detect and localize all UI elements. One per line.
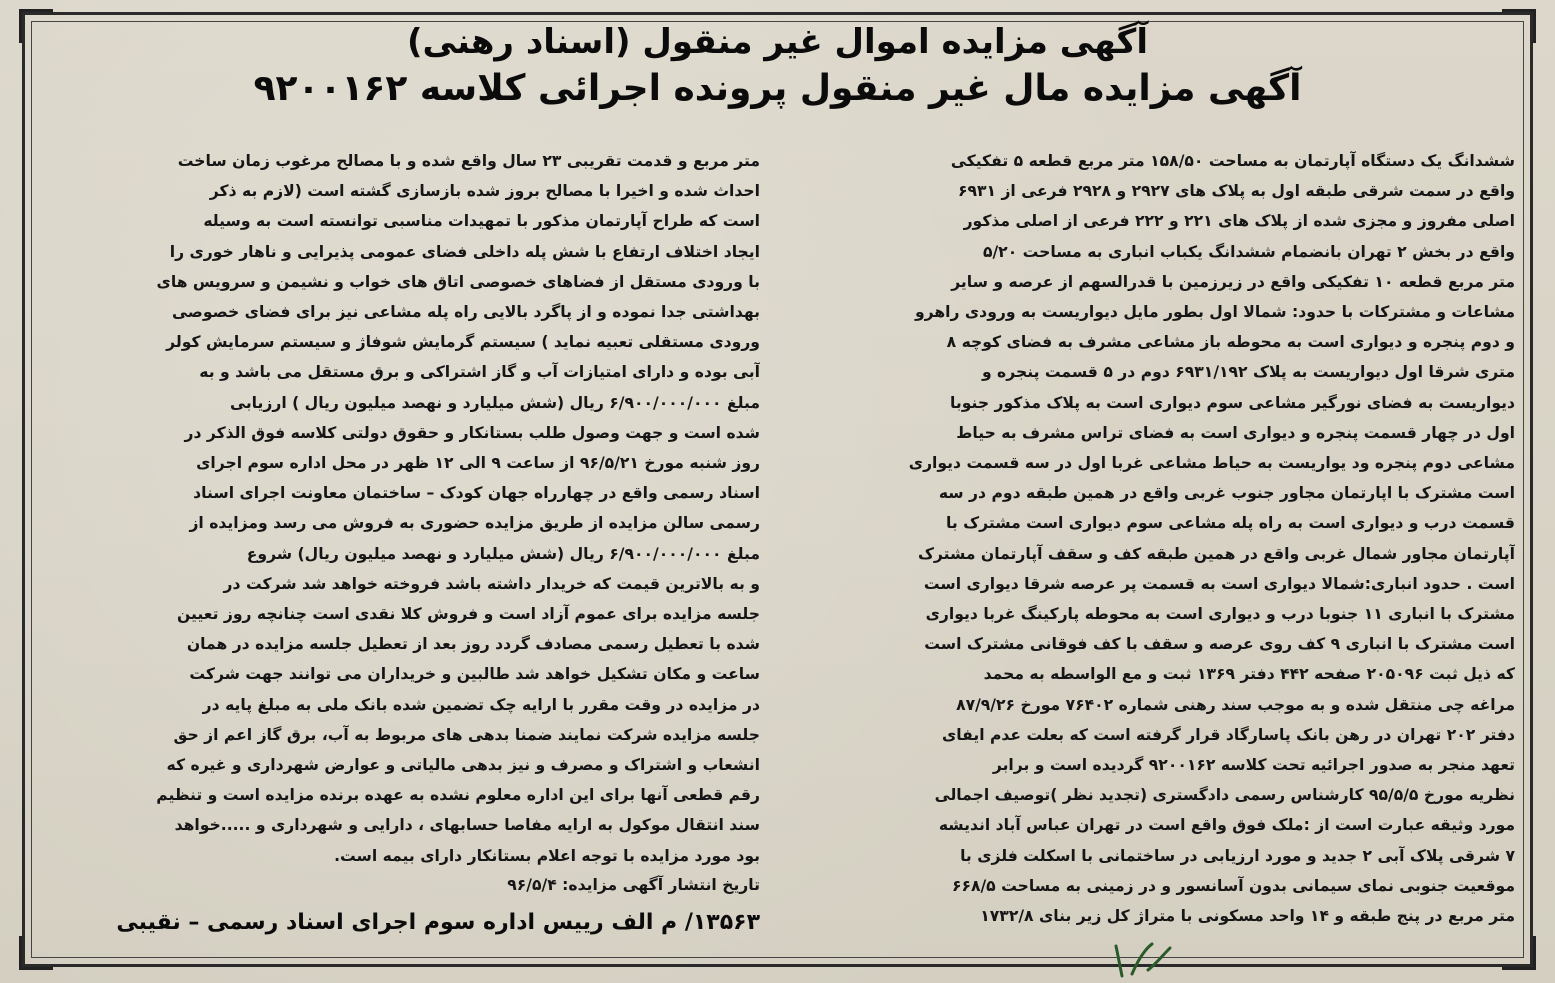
ad-title-secondary: آگهی مزایده مال غیر منقول پرونده اجرائی کلاسه ۹۲۰۰۱۶۲ <box>253 68 1302 109</box>
right-column-line: مشاعات و مشترکات با حدود: شمالا اول بطور مایل دیواریست به ورودی راهرو <box>914 303 1515 322</box>
signature-line: ۱۳۵۶۳/ م الف رییس اداره سوم اجرای اسناد رسمی – نقیبی <box>116 910 760 935</box>
left-column-line: مبلغ ۶/۹۰۰/۰۰۰/۰۰۰ ریال (شش میلیارد و نهصد میلیون ریال ) ارزیابی <box>230 393 760 412</box>
left-column-line: ورودی مستقلی تعبیه نماید ) سیستم گرمایش شوفاژ و سیستم سرمایش کولر <box>166 333 760 352</box>
right-column-line: تعهد منجر به صدور اجرائیه تحت کلاسه ۹۲۰۰۱۶۲ گردیده است و برابر <box>992 756 1515 775</box>
left-column-line: رسمی سالن مزایده از طریق مزایده حضوری به فروش می رسد ومزایده از <box>189 514 760 533</box>
right-column-line: اول در چهار قسمت پنجره و دیواری است به فضای تراس مشرف به حیاط <box>956 423 1515 442</box>
right-column-line: متر مربع در پنج طبقه و ۱۴ واحد مسکونی با متراژ کل زیر بنای ۱۷۳۲/۸ <box>980 907 1515 926</box>
corner-ornament-top-left <box>19 9 53 43</box>
left-column-line: شده است و جهت وصول طلب بستانکار و حقوق دولتی کلاسه فوق الذکر در <box>184 423 760 442</box>
right-column-line: اصلی مفروز و مجزی شده از پلاک های ۲۲۱ و ۲۲۲ فرعی از اصلی مذکور <box>963 212 1515 231</box>
right-column-line: دیواریست به فضای نورگیر مشاعی سوم دیواری است به پلاک مذکور جنوبا <box>949 393 1515 412</box>
left-column-line: سند انتقال موکول به ارایه مفاصا حسابهای ، دارایی و شهرداری و .....خواهد <box>174 816 760 835</box>
left-column-line: ایجاد اختلاف ارتفاع با شش پله داخلی فضای عمومی پذیرایی و ناهار خوری را <box>169 242 760 261</box>
ad-title-primary: آگهی مزایده اموال غیر منقول (اسناد رهنی) <box>407 22 1148 62</box>
left-column-line: رقم قطعی آنها برای این اداره معلوم نشده به عهده برنده مزایده است و تنظیم <box>156 786 760 805</box>
right-column-line: مراغه چی منتقل شده و به موجب سند رهنی شماره ۷۶۴۰۲ مورخ ۸۷/۹/۲۶ <box>956 695 1515 714</box>
left-column-line: ساعت و مکان تشکیل خواهد شد طالبین و خریداران می توانند جهت شرکت <box>189 665 760 684</box>
left-text-column <box>38 146 760 896</box>
right-column-line: مشاعی دوم پنجره ود یواریست به حیاط مشاعی غربا اول در سه قسمت دیواری <box>908 454 1515 473</box>
left-column-line: بهداشتی جدا نموده و از پاگرد بالایی راه پله مشاعی نیز برای فضای خصوصی <box>172 303 760 322</box>
left-column-line: آبی بوده و دارای امتیازات آب و گاز اشتراکی و برق مستقل می باشد و به <box>199 363 760 382</box>
publication-date: تاریخ انتشار آگهی مزایده: ۹۶/۵/۴ <box>507 876 760 894</box>
corner-ornament-bottom-left <box>19 936 53 970</box>
left-column-line: احداث شده و اخیرا با مصالح بروز شده بازسازی گشته است (لازم به ذکر <box>209 182 760 201</box>
left-column-line: متر مربع و قدمت تقریبی ۲۳ سال واقع شده و با مصالح مرغوب زمان ساخت <box>177 152 760 170</box>
handwritten-mark-icon <box>1108 940 1178 982</box>
right-column-line: ۷ شرقی پلاک آبی ۲ جدید و مورد ارزیابی در ساختمانی با اسکلت فلزی با <box>960 846 1515 865</box>
right-column-line: دفتر ۲۰۲ تهران در رهن بانک پاسارگاد قرار گرفته است که بعلت عدم ایفای <box>941 725 1515 744</box>
left-column-line: و به بالاترین قیمت که خریدار داشته باشد فروخته خواهد شد شرکت در <box>223 574 760 593</box>
right-column-line: متری شرقا اول دیواریست به پلاک ۶۹۳۱/۱۹۲ دوم در ۵ قسمت پنجره و <box>981 363 1515 382</box>
right-column-line: است . حدود انباری:شمالا دیواری است به قسمت پر عرصه شرقا دیواری است <box>923 574 1515 593</box>
right-column-line: که ذیل ثبت ۲۰۵۰۹۶ صفحه ۴۴۲ دفتر ۱۳۶۹ ثبت و مع الواسطه به محمد <box>983 665 1515 684</box>
right-column-line: آپارتمان مجاور شمال غربی واقع در همین طبقه کف و سقف آپارتمان مشترک <box>917 544 1515 563</box>
left-column-line: است که طراح آپارتمان مذکور با تمهیدات مناسبی توانسته است به وسیله <box>203 212 760 231</box>
right-column-line: موقعیت جنوبی نمای سیمانی بدون آسانسور و در زمینی به مساحت ۶۶۸/۵ <box>951 876 1515 895</box>
left-column-line: روز شنبه مورخ ۹۶/۵/۲۱ از ساعت ۹ الی ۱۲ ظهر در محل اداره سوم اجرای <box>196 454 760 473</box>
left-column-line: مبلغ ۶/۹۰۰/۰۰۰/۰۰۰ ریال (شش میلیارد و نهصد میلیون ریال) شروع <box>246 544 760 563</box>
left-column-line: اسناد رسمی واقع در چهارراه جهان کودک – ساختمان معاونت اجرای اسناد <box>193 484 760 503</box>
right-column-line: مورد وثیقه عبارت است از :ملک فوق واقع است در تهران عباس آباد اندیشه <box>938 816 1515 835</box>
left-column-line: با ورودی مستقل از فضاهای خصوصی اتاق های خواب و نشیمن و سرویس های <box>156 272 760 291</box>
left-column-line: جلسه مزایده شرکت نمایند ضمنا بدهی های مربوط به آب، برق گاز اعم از حق <box>173 725 760 744</box>
right-column-line: ششدانگ یک دستگاه آپارتمان به مساحت ۱۵۸/۵۰ متر مربع قطعه ۵ تفکیکی <box>950 152 1515 170</box>
right-column-line: قسمت درب و دیواری است به راه پله مشاعی سوم دیواری است مشترک با <box>946 514 1515 533</box>
left-column-line: انشعاب و اشتراک و مصرف و نیز بدهی مالیاتی و عوارض شهرداری و غیره که <box>166 756 760 775</box>
right-text-column <box>800 146 1515 946</box>
corner-ornament-top-right <box>1502 9 1536 43</box>
right-column-line: متر مربع قطعه ۱۰ تفکیکی واقع در زیرزمین با قدرالسهم از عرصه و سایر <box>951 272 1515 291</box>
right-column-line: است مشترک با اپارتمان مجاور جنوب غربی واقع در همین طبقه دوم در سه <box>938 484 1515 503</box>
left-column-line: بود مورد مزایده با توجه اعلام بستانکار دارای بیمه است. <box>334 846 760 865</box>
right-column-line: است مشترک با انباری ۹ کف روی عرصه و سقف با کف فوقانی مشترک است <box>924 635 1515 654</box>
right-column-line: و دوم پنجره و دیواری است به محوطه باز مشاعی مشرف به فضای کوچه ۸ <box>946 333 1515 352</box>
right-column-line: نظریه مورخ ۹۵/۵/۵ کارشناس رسمی دادگستری (تجدید نظر )توصیف اجمالی <box>934 786 1515 805</box>
right-column-line: واقع در سمت شرقی طبقه اول به پلاک های ۲۹۲۷ و ۲۹۲۸ فرعی از ۶۹۳۱ <box>957 182 1515 201</box>
left-column-line: جلسه مزایده برای عموم آزاد است و فروش کلا نقدی است چنانچه روز تعیین <box>177 605 760 624</box>
right-column-line: واقع در بخش ۲ تهران بانضمام ششدانگ یکباب انباری به مساحت ۵/۲۰ <box>982 242 1515 261</box>
left-column-line: شده با تعطیل رسمی مصادف گردد روز بعد از تعطیل جلسه مزایده در همان <box>186 635 760 654</box>
right-column-line: مشترک با انباری ۱۱ جنوبا درب و دیواری است به محوطه پارکینگ غربا دیواری <box>925 605 1515 624</box>
left-column-line: در مزایده در وقت مقرر با ارایه چک تضمین شده بانک ملی به مبلغ پایه در <box>202 695 760 714</box>
